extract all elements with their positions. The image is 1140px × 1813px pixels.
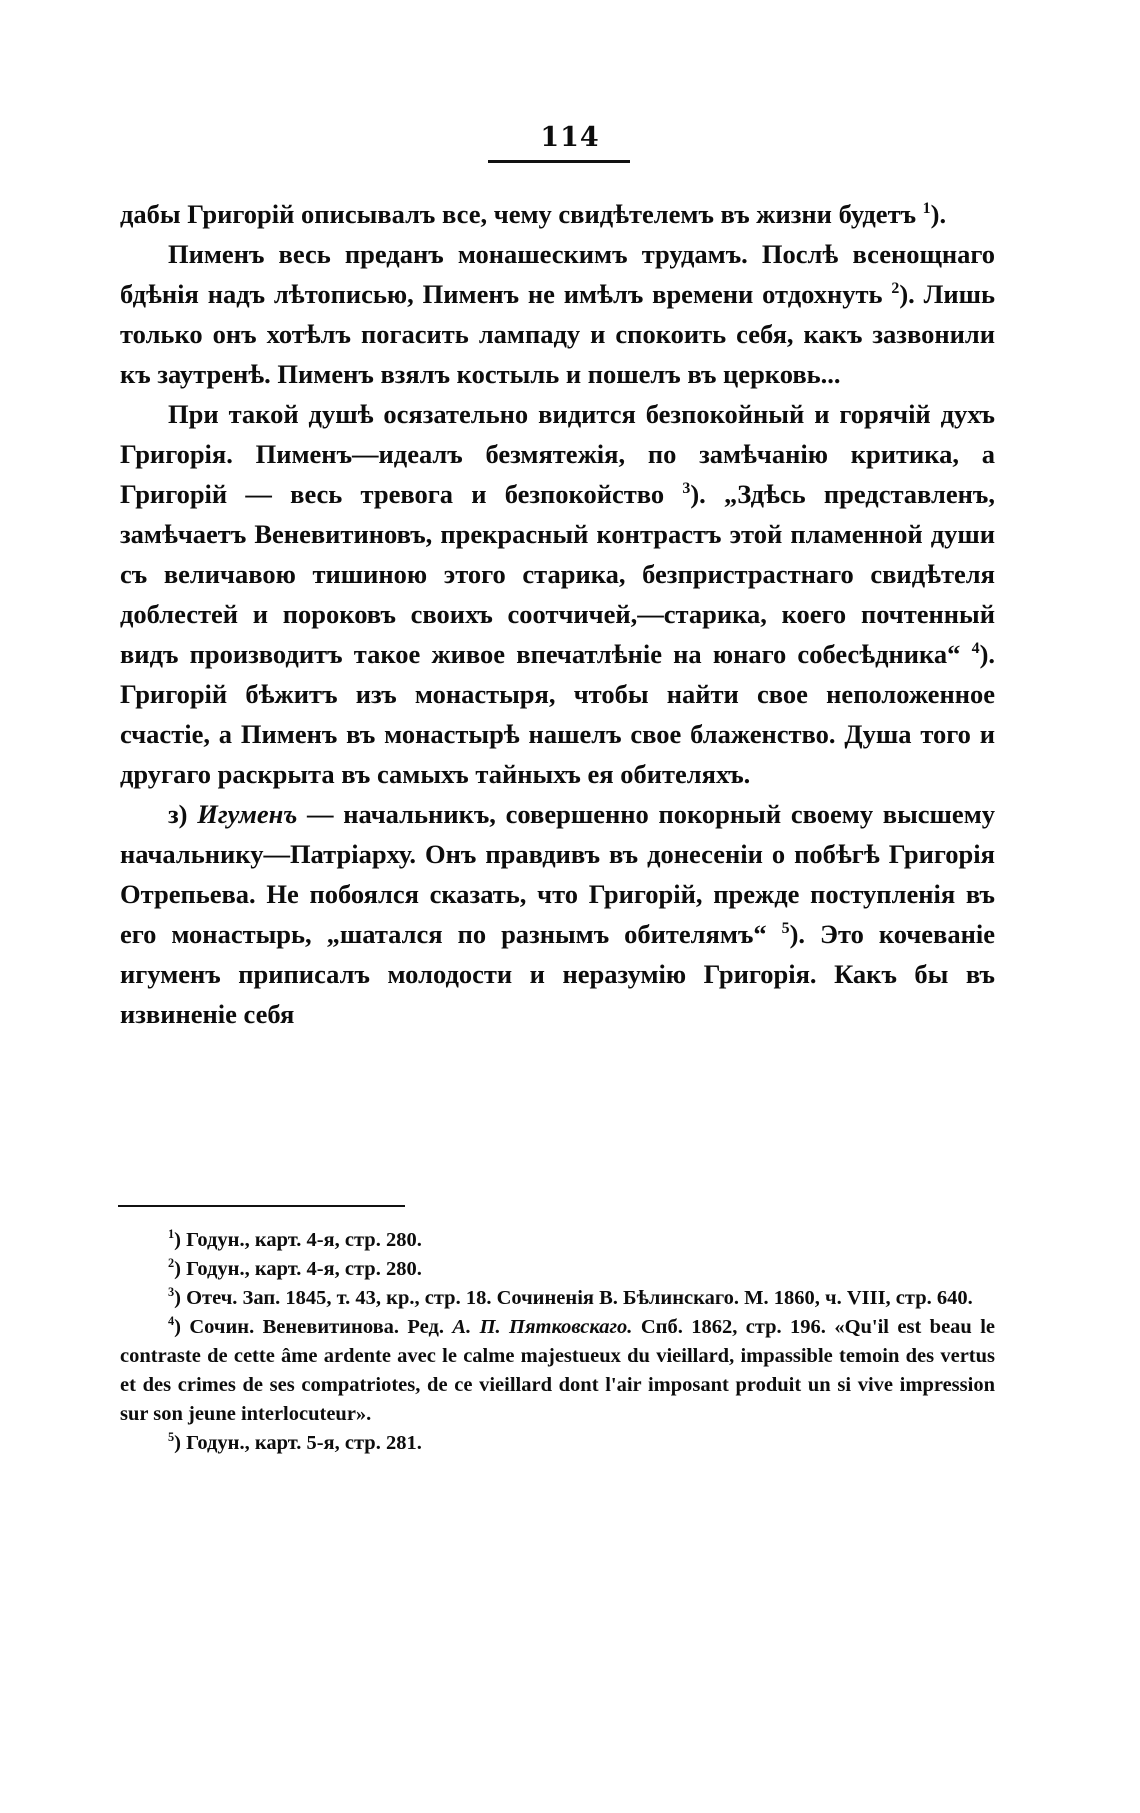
- paragraph-3-text-c: ). Григорій бѣжитъ изъ монастыря, чтобы найти свое неположенное счастіе, а Пименъ въ монастырѣ нашелъ свое блаженство. Душа того и другаго раскрыта въ самыхъ тайныхъ ея обителяхъ.: [120, 639, 996, 789]
- page-number-rule: [488, 160, 630, 163]
- footnote-2-text: ) Годун., карт. 4-я, стр. 280.: [174, 1258, 422, 1280]
- footnote-1-mark: 1: [168, 1227, 175, 1242]
- footnote-ref-4: 4: [971, 640, 980, 658]
- paragraph-2-text: Пименъ весь преданъ монашескимъ трудамъ. Послѣ всенощнаго бдѣнія надъ лѣтописью, Пименъ не имѣлъ времени отдохнуть: [120, 239, 995, 309]
- footnote-2: [120, 1255, 995, 1284]
- paragraph-4-text-a: — начальникъ, совершенно покорный своему высшему начальнику—Патріарху. Онъ правдивъ въ донесеніи о побѣгѣ Григорія Отрепьева. Не побоялся сказать, что Григорій, прежде поступленія въ его монастырь, „шатался по разнымъ обителямъ“: [120, 799, 995, 949]
- paragraph-4-text-b: ). Это кочеваніе игуменъ приписалъ молодости и неразумію Григорія. Какъ бы въ извиненіе себя: [120, 919, 995, 1029]
- paragraph-4-number: з): [168, 799, 188, 829]
- footnote-ref-1: 1: [922, 200, 931, 218]
- paragraph-3-text-a: При такой душѣ осязательно видится безпокойный и горячій духъ Григорія. Пименъ—идеалъ безмятежія, по замѣчанію критика, а Григорій — весь тревога и безпокойство: [120, 399, 995, 509]
- footnote-4: [120, 1313, 995, 1429]
- footnote-5: [120, 1429, 995, 1458]
- paragraph-4: [120, 794, 995, 1034]
- paragraph-3: [120, 394, 995, 794]
- footnote-ref-2: 2: [891, 280, 900, 298]
- paragraph-4-term: Игуменъ: [197, 799, 298, 829]
- footnote-3-mark: 3: [168, 1285, 175, 1300]
- footnote-ref-5: 5: [781, 920, 790, 938]
- paragraph-1-text: дабы Григорій описывалъ все, чему свидѣтелемъ въ жизни будетъ: [120, 199, 917, 229]
- footnote-3-text: ) Отеч. Зап. 1845, т. 43, кр., стр. 18. Сочиненія В. Бѣлинскаго. М. 1860, ч. VIII, стр. 640.: [174, 1287, 973, 1309]
- footnote-4-editor: А. П. Пятковскаго.: [452, 1316, 633, 1338]
- footnote-1: [120, 1226, 995, 1255]
- footnote-separator: [118, 1205, 405, 1207]
- paragraph-3-text-b: ). „Здѣсь представленъ, замѣчаетъ Веневитиновъ, прекрасный контрастъ этой пламенной души съ величавою тишиною этого старика, безпристрастнаго свидѣтеля доблестей и пороковъ своихъ соотчичей,—старика, коего почтенный видъ производитъ такое живое впечатлѣніе на юнаго собесѣдника“: [120, 479, 995, 669]
- footnote-4-mark: 4: [168, 1314, 175, 1329]
- footnote-4-text-a: ) Сочин. Веневитинова. Ред.: [174, 1316, 445, 1338]
- paragraph-1: [120, 194, 995, 234]
- footnote-5-text: ) Годун., карт. 5-я, стр. 281.: [174, 1432, 422, 1454]
- footnote-4-text-b: Спб. 1862, стр. 196. «Qu'il est beau le contraste de cette âme ardente avec le calme majestueux du vieillard, impassible temoin des vertus et des crimes de ses compatriotes, de ce vieillard dont l'air imposant produit un si vive impression sur son jeune interlocuteur».: [120, 1316, 996, 1425]
- paragraph-2: [120, 234, 995, 394]
- footnote-5-mark: 5: [168, 1430, 175, 1445]
- paragraph-2-end: ). Лишь только онъ хотѣлъ погасить лампаду и спокоить себя, какъ зазвонили къ заутренѣ. Пименъ взялъ костыль и пошелъ въ церковь...: [120, 279, 996, 389]
- footnote-3: [120, 1284, 995, 1313]
- main-text: [120, 194, 995, 1034]
- footnote-1-text: ) Годун., карт. 4-я, стр. 280.: [174, 1229, 422, 1251]
- paragraph-1-end: ).: [930, 199, 947, 229]
- footnote-2-mark: 2: [168, 1256, 175, 1271]
- footnote-ref-3: 3: [682, 480, 691, 498]
- footnotes: [120, 1226, 995, 1458]
- page-number: 114: [540, 122, 600, 153]
